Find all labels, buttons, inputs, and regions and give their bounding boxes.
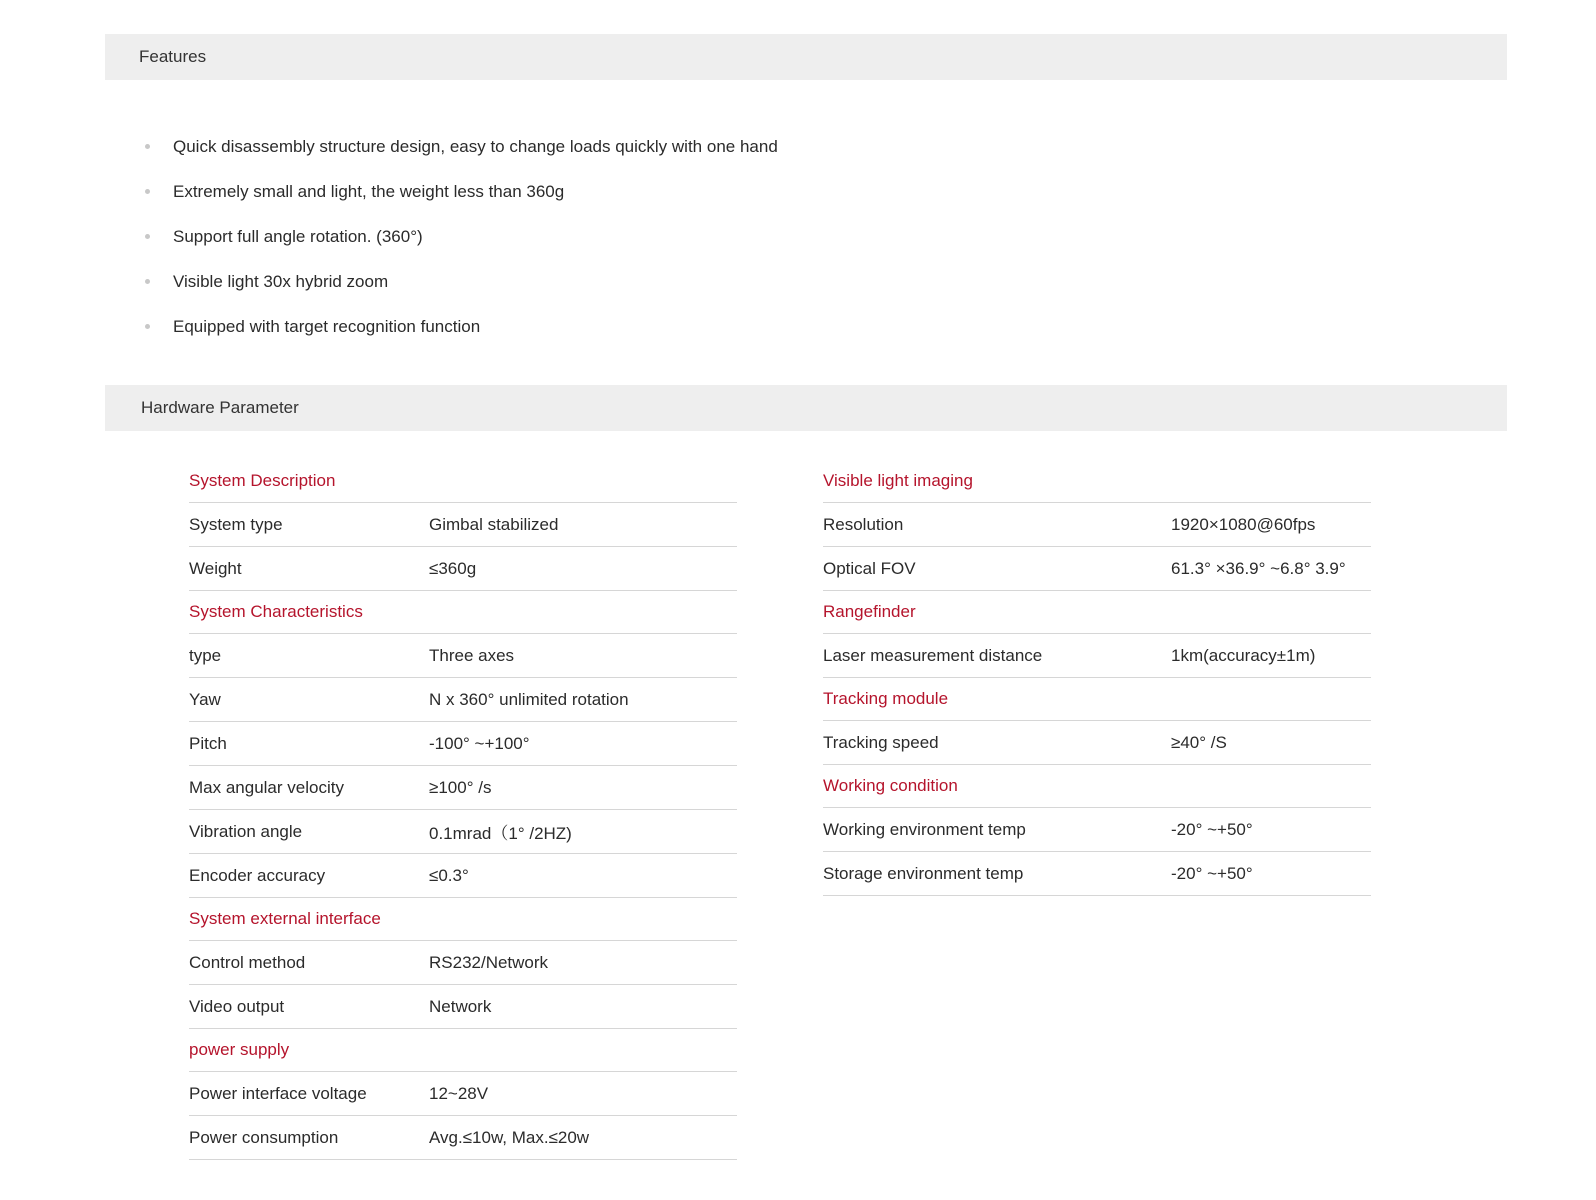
feature-item <box>145 259 778 304</box>
param-value: RS232/Network <box>429 952 549 972</box>
param-label: System type <box>189 514 283 534</box>
param-label: Max angular velocity <box>189 777 344 797</box>
param-row <box>823 634 1371 678</box>
group-header-system-description: System Description <box>189 460 737 503</box>
param-value: Three axes <box>429 645 515 665</box>
param-row <box>189 503 737 547</box>
param-label: Vibration angle <box>189 821 303 841</box>
feature-item <box>145 124 778 169</box>
param-row <box>189 941 737 985</box>
feature-text: Extremely small and light, the weight less than 360g <box>173 181 565 201</box>
param-row <box>189 854 737 898</box>
param-label: Encoder accuracy <box>189 865 326 885</box>
param-value: 0.1mrad（1° /2HZ) <box>429 824 572 843</box>
param-row <box>189 810 737 854</box>
features-title: Features <box>139 47 207 66</box>
param-label: Weight <box>189 558 242 578</box>
param-label: Storage environment temp <box>823 863 1024 883</box>
feature-text: Visible light 30x hybrid zoom <box>173 271 389 291</box>
group-header-system-characteristics: System Characteristics <box>189 591 737 634</box>
hardware-section-header <box>105 385 1507 431</box>
features-section-header <box>105 34 1507 80</box>
group-header-power-supply: power supply <box>189 1029 737 1072</box>
feature-text: Quick disassembly structure design, easy to change loads quickly with one hand <box>173 136 778 156</box>
bullet-icon <box>145 144 150 149</box>
param-row <box>823 721 1371 765</box>
param-label: Optical FOV <box>823 558 916 578</box>
param-value: -20° ~+50° <box>1171 863 1253 883</box>
param-row <box>189 766 737 810</box>
param-row <box>823 808 1371 852</box>
param-row <box>189 985 737 1029</box>
param-value: 1km(accuracy±1m) <box>1171 645 1316 665</box>
param-label: Laser measurement distance <box>823 645 1043 665</box>
bullet-icon <box>145 279 150 284</box>
group-header-rangefinder: Rangefinder <box>823 591 1371 634</box>
param-value: ≥100° /s <box>429 777 492 797</box>
bullet-icon <box>145 324 150 329</box>
param-row <box>823 547 1371 591</box>
feature-item <box>145 214 778 259</box>
param-value: -100° ~+100° <box>429 733 530 753</box>
feature-item <box>145 304 778 349</box>
param-row <box>189 547 737 591</box>
group-header-visible-light-imaging: Visible light imaging <box>823 460 1371 503</box>
hardware-title: Hardware Parameter <box>141 398 299 417</box>
param-row <box>189 722 737 766</box>
param-row <box>189 1116 737 1160</box>
group-header-tracking-module: Tracking module <box>823 678 1371 721</box>
param-value: 61.3° ×36.9° ~6.8° 3.9° <box>1171 558 1346 578</box>
param-value: -20° ~+50° <box>1171 819 1253 839</box>
param-value: Network <box>429 996 492 1016</box>
param-label: Video output <box>189 996 285 1016</box>
bullet-icon <box>145 234 150 239</box>
param-label: Resolution <box>823 514 904 534</box>
param-label: Pitch <box>189 733 227 753</box>
param-row <box>189 1072 737 1116</box>
params-right-column <box>823 460 1371 896</box>
params-left-column <box>189 460 737 1160</box>
param-row <box>189 634 737 678</box>
param-label: Tracking speed <box>823 732 939 752</box>
param-value: 1920×1080@60fps <box>1171 514 1316 534</box>
group-header-working-condition: Working condition <box>823 765 1371 808</box>
feature-item <box>145 169 778 214</box>
param-label: type <box>189 645 222 665</box>
param-value: ≥40° /S <box>1171 732 1227 752</box>
param-value: 12~28V <box>429 1083 489 1103</box>
param-label: Yaw <box>189 689 221 709</box>
param-row <box>823 503 1371 547</box>
param-label: Power consumption <box>189 1127 339 1147</box>
param-value: ≤0.3° <box>429 865 469 885</box>
param-row <box>189 678 737 722</box>
param-row <box>823 852 1371 896</box>
param-label: Working environment temp <box>823 819 1026 839</box>
feature-text: Support full angle rotation. (360°) <box>173 226 423 246</box>
param-value: Avg.≤10w, Max.≤20w <box>429 1127 590 1147</box>
features-list <box>145 124 778 349</box>
param-value: ≤360g <box>429 558 477 578</box>
param-label: Power interface voltage <box>189 1083 367 1103</box>
param-value: N x 360° unlimited rotation <box>429 689 629 709</box>
bullet-icon <box>145 189 150 194</box>
param-value: Gimbal stabilized <box>429 514 559 534</box>
group-header-system-external-interface: System external interface <box>189 898 737 941</box>
param-label: Control method <box>189 952 306 972</box>
feature-text: Equipped with target recognition function <box>173 316 481 336</box>
